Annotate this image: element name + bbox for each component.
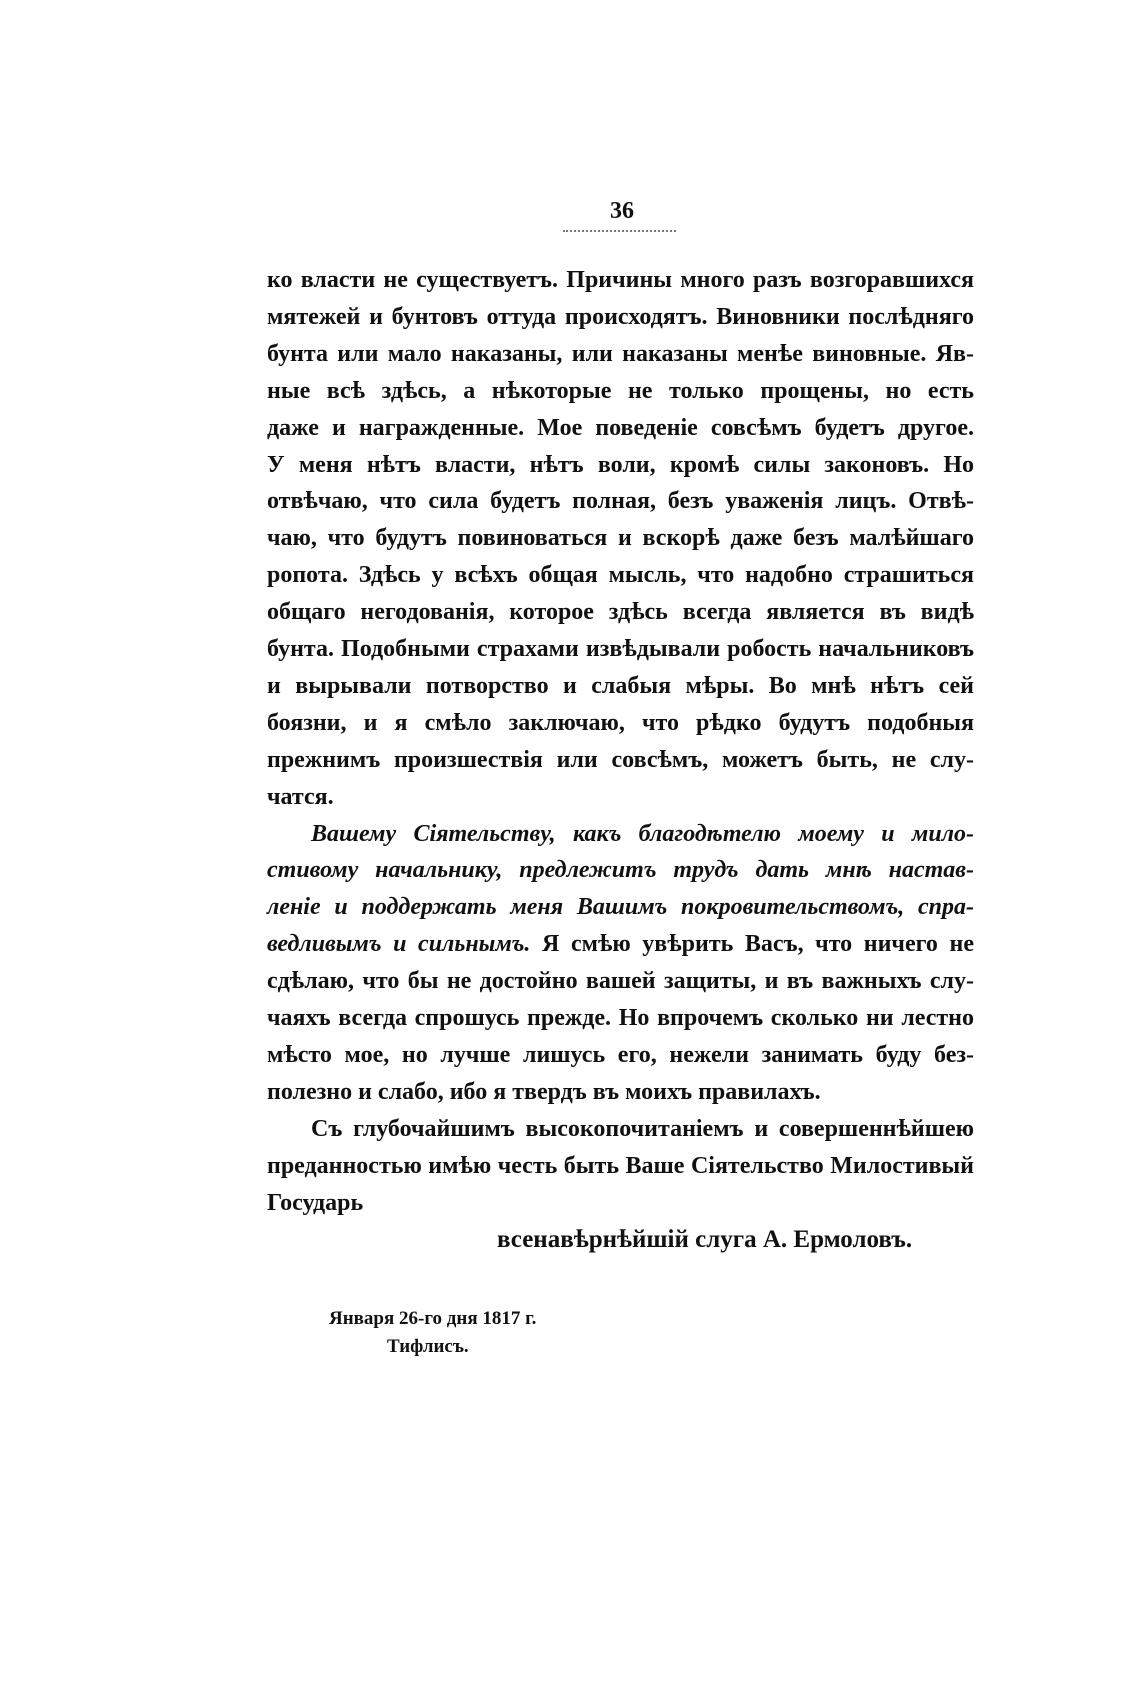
italic-text: леніе и поддержать меня Вашимъ покровительствомъ, спра- xyxy=(267,894,974,921)
text-line xyxy=(267,483,974,520)
text-line xyxy=(267,336,974,373)
text-line xyxy=(267,631,974,668)
text-line xyxy=(267,520,974,557)
page-number-ornament xyxy=(563,230,676,235)
text-line xyxy=(267,447,974,484)
text-line xyxy=(267,557,974,594)
text-line xyxy=(311,816,974,853)
text-line xyxy=(267,373,974,410)
text-line xyxy=(267,1074,974,1111)
text-line xyxy=(267,852,974,889)
text-segment: чатся. xyxy=(267,783,334,810)
text-line xyxy=(267,1000,974,1037)
text-line xyxy=(267,1185,974,1222)
text-line xyxy=(267,594,974,631)
text-segment: ропота. Здѣсь у всѣхъ общая мысль, что надобно страшиться xyxy=(267,562,974,589)
text-line xyxy=(267,668,974,705)
text-segment: Съ глубочайшимъ высокопочитаніемъ и совершеннѣйшею xyxy=(311,1115,974,1142)
text-segment: бунта или мало наказаны, или наказаны менѣе виновные. Яв- xyxy=(267,340,974,367)
text-line xyxy=(267,410,974,447)
text-segment: преданностью имѣю честь быть Ваше Сіятельство Милостивый xyxy=(267,1152,974,1179)
text-segment: полезно и слабо, ибо я твердъ въ моихъ правилахъ. xyxy=(267,1078,821,1105)
italic-text: ведливымъ и сильнымъ. xyxy=(267,931,531,958)
text-line xyxy=(267,779,974,816)
text-line xyxy=(267,299,974,336)
text-segment: ко власти не существуетъ. Причины много разъ возгоравшихся xyxy=(267,267,974,293)
text-segment: боязни, и я смѣло заключаю, что рѣдко будутъ подобныя xyxy=(267,709,974,736)
text-segment: чаю, что будутъ повиноваться и вскорѣ даже безъ малѣйшаго xyxy=(267,525,974,552)
text-segment: Я смѣю увѣрить Васъ, что ничего не xyxy=(530,931,974,958)
text-line xyxy=(267,1037,974,1074)
text-line xyxy=(267,889,974,926)
text-line xyxy=(267,705,974,742)
text-segment: прежнимъ произшествія или совсѣмъ, можетъ быть, не слу- xyxy=(267,746,974,773)
text-segment: общаго негодованія, которое здѣсь всегда является въ видѣ xyxy=(267,599,974,626)
text-segment: чаяхъ всегда спрошусь прежде. Но впрочемъ сколько ни лестно xyxy=(267,1005,974,1031)
page-number: 36 xyxy=(610,198,634,224)
text-segment: даже и награжденные. Мое поведеніе совсѣмъ будетъ другое. xyxy=(267,414,974,441)
text-line xyxy=(267,742,974,779)
italic-text: Вашему Сіятельству, какъ благодѣтелю моему и мило- xyxy=(311,820,974,847)
text-segment: мѣсто мое, но лучше лишусь его, нежели занимать буду без- xyxy=(267,1041,974,1068)
text-segment: ные всѣ здѣсь, а нѣкоторые не только прощены, но есть xyxy=(267,377,974,404)
text-segment: бунта. Подобными страхами извѣдывали робость начальниковъ xyxy=(267,636,974,662)
italic-text: стивому начальнику, предлежитъ трудъ дать мнѣ настав- xyxy=(267,857,974,884)
text-segment: Государь xyxy=(267,1189,364,1216)
text-segment: и вырывали потворство и слабыя мѣры. Во мнѣ нѣтъ сей xyxy=(267,672,974,699)
text-line xyxy=(267,262,974,299)
signature: всенавѣрнѣйшій слуга А. Ермоловъ. xyxy=(497,1226,913,1253)
text-segment: У меня нѣтъ власти, нѣтъ воли, кромѣ силы законовъ. Но xyxy=(267,451,974,478)
text-segment: мятежей и бунтовъ оттуда происходятъ. Виновники послѣдняго xyxy=(267,303,974,330)
text-line xyxy=(267,963,974,1000)
letter-place: Тифлисъ. xyxy=(387,1336,469,1357)
letter-date: Января 26-го дня 1817 г. xyxy=(329,1308,537,1329)
text-segment: сдѣлаю, что бы не достойно вашей защиты, и въ важныхъ слу- xyxy=(267,968,974,995)
text-line xyxy=(267,926,974,963)
text-segment: отвѣчаю, что сила будетъ полная, безъ уваженія лицъ. Отвѣ- xyxy=(267,488,974,515)
text-line xyxy=(311,1111,974,1148)
text-line xyxy=(267,1148,974,1185)
